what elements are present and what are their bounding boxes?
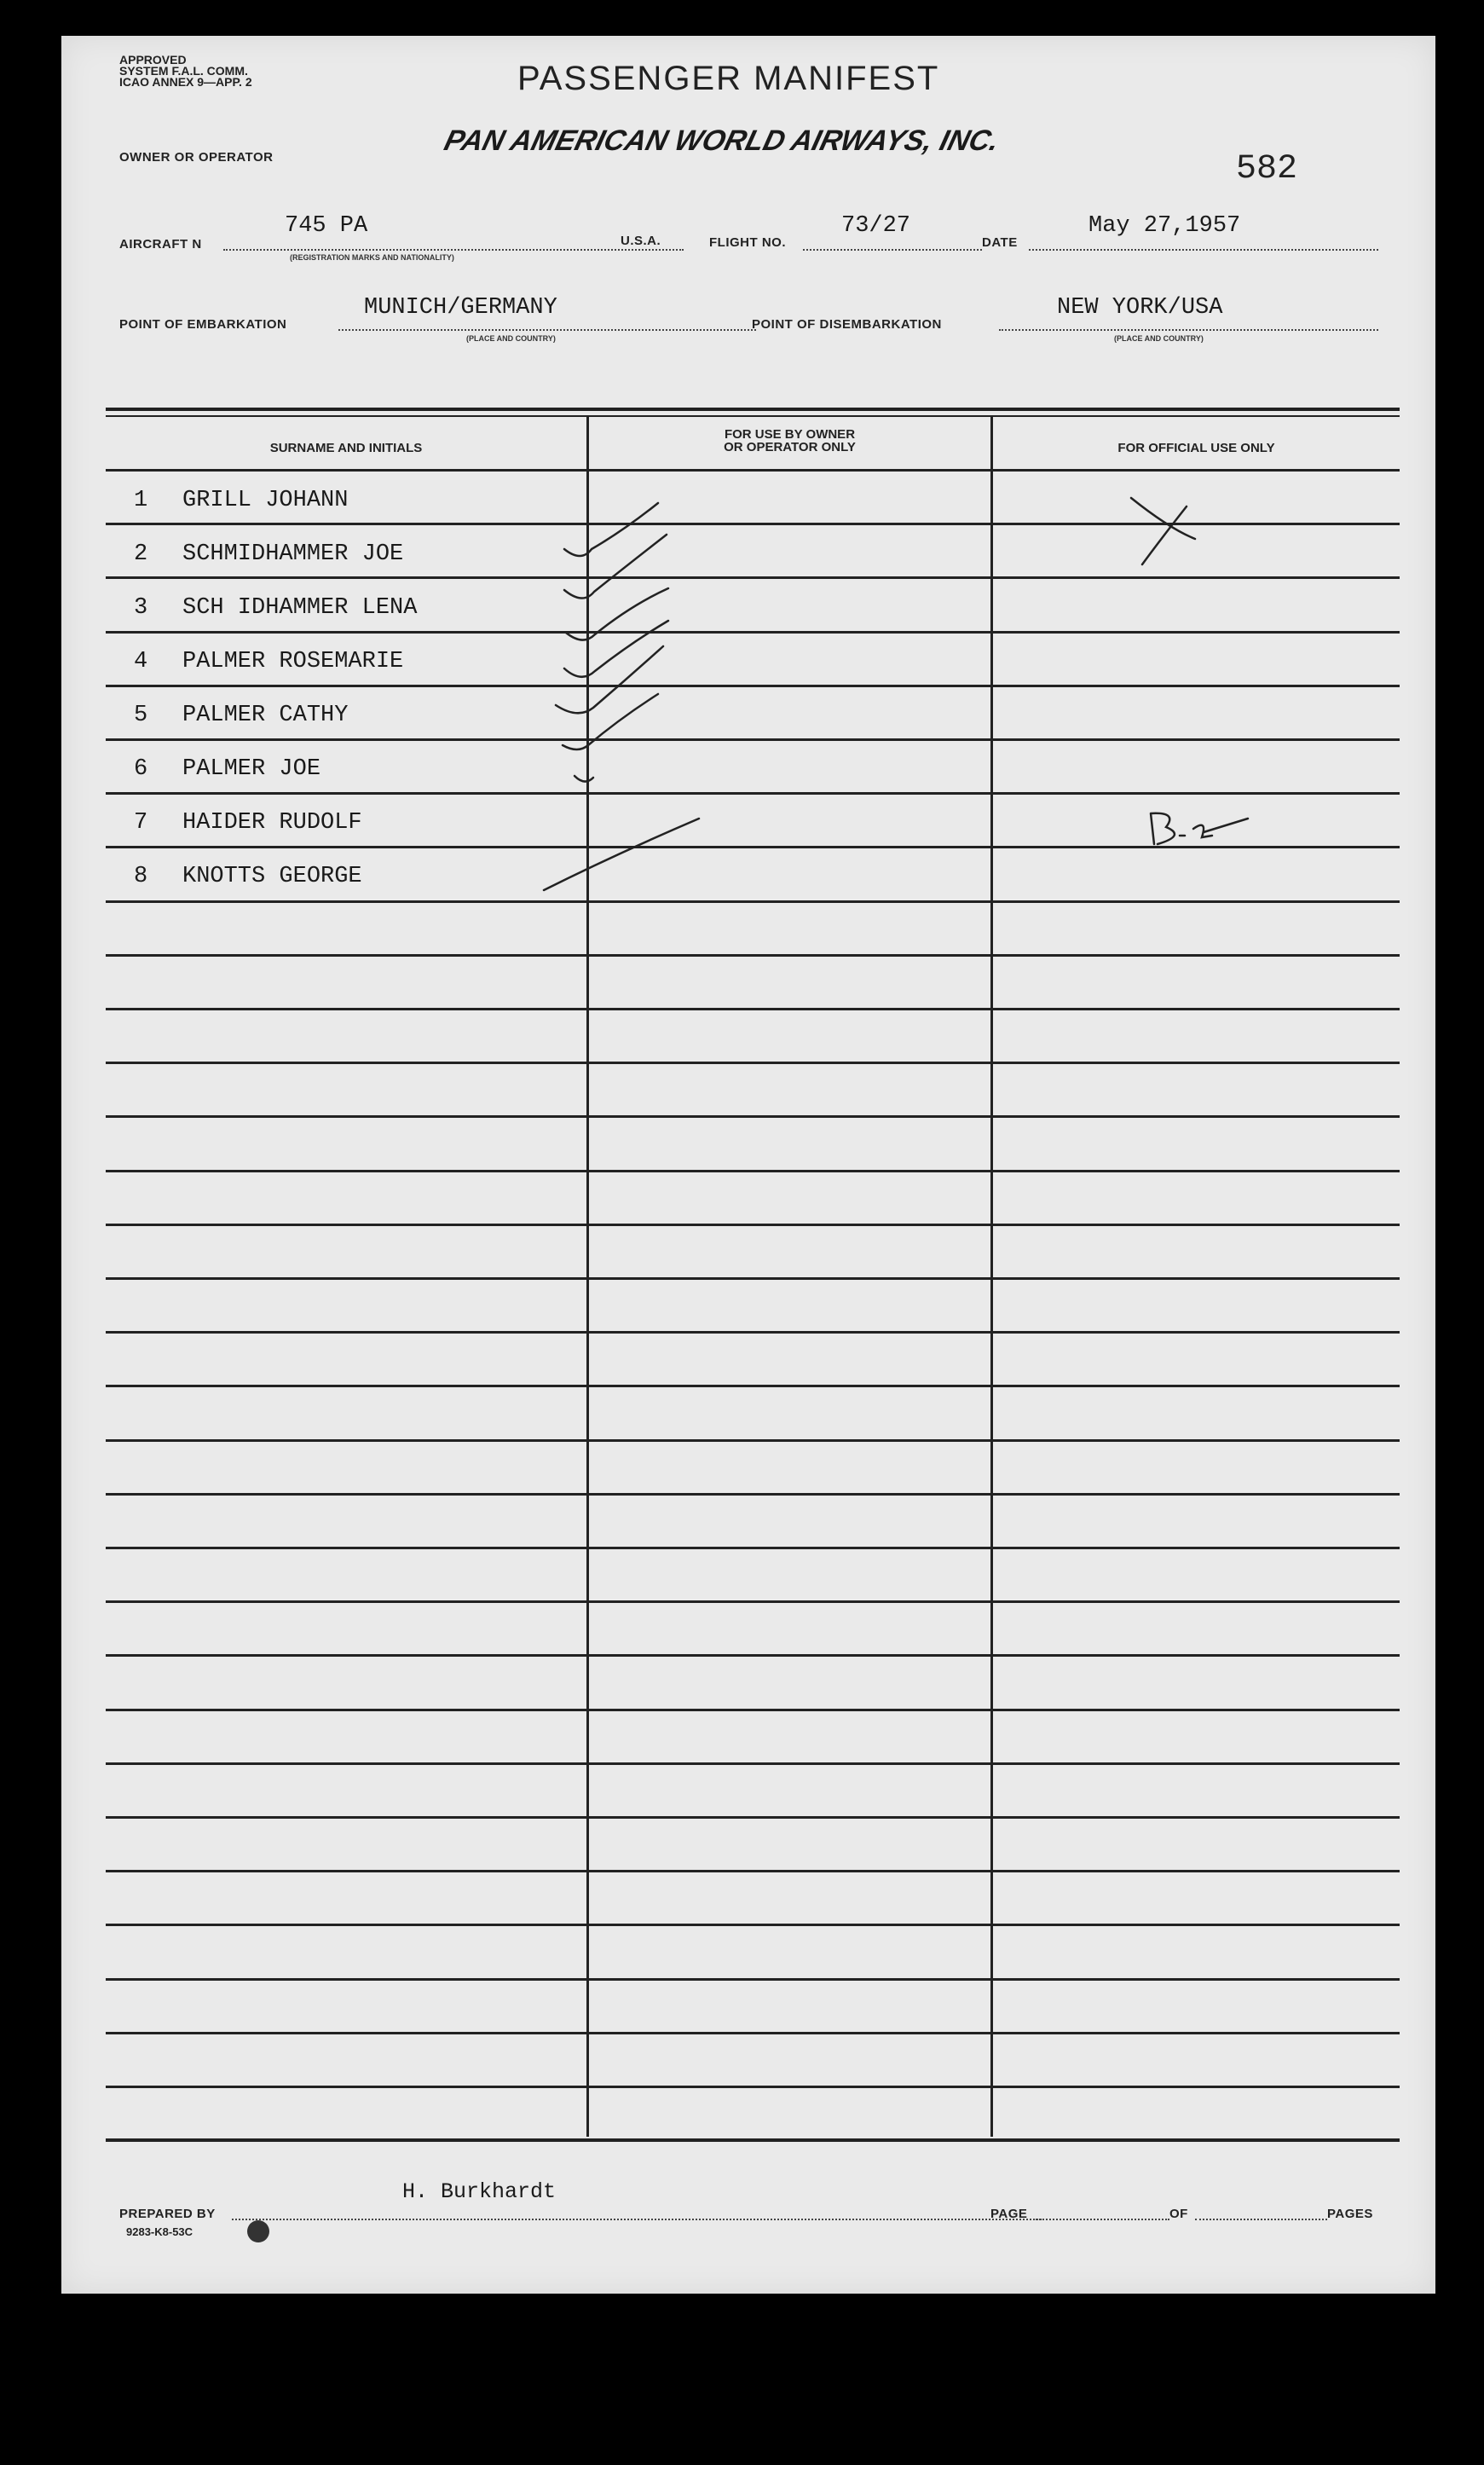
row-number: 3	[134, 595, 148, 621]
prepared-value: H. Burkhardt	[402, 2179, 557, 2204]
flight-label: FLIGHT NO.	[709, 235, 786, 250]
checkmark-icon	[564, 503, 658, 556]
embark-label: POINT OF EMBARKATION	[119, 317, 287, 332]
column-header-owner-line: FOR USE BY OWNER	[724, 427, 856, 442]
passenger-name: SCH IDHAMMER LENA	[182, 595, 418, 621]
column-header-surname: SURNAME AND INITIALS	[269, 441, 423, 455]
x-mark-icon	[1131, 498, 1195, 564]
prepared-label: PREPARED BY	[119, 2207, 216, 2221]
column-header-owner-line: OR OPERATOR ONLY	[724, 440, 856, 454]
page-number-stamp: 582	[1236, 150, 1298, 188]
checkmark-icon	[575, 776, 593, 782]
date-label: DATE	[982, 235, 1018, 250]
checkmark-icon	[556, 646, 663, 713]
handwritten-marks	[61, 36, 1435, 2294]
date-value: May 27,1957	[1088, 213, 1241, 239]
approval-line: APPROVED	[119, 53, 187, 67]
form-code: 9283-K8-53C	[126, 2225, 193, 2238]
checkmark-icon	[544, 819, 699, 890]
passenger-name: GRILL JOHANN	[182, 488, 349, 513]
passenger-name: HAIDER RUDOLF	[182, 810, 362, 836]
checkmark-icon	[566, 588, 668, 640]
owner-label: OWNER OR OPERATOR	[119, 150, 274, 165]
of-label: OF	[1169, 2207, 1188, 2221]
disembark-sublabel: (PLACE AND COUNTRY)	[1114, 334, 1204, 343]
embark-sublabel: (PLACE AND COUNTRY)	[466, 334, 556, 343]
checkmark-icon	[563, 694, 658, 749]
airline-name: PAN AMERICAN WORLD AIRWAYS, INC.	[441, 124, 1003, 157]
usa-label: U.S.A.	[621, 234, 661, 248]
passenger-name: PALMER CATHY	[182, 703, 349, 728]
row-number: 2	[134, 541, 148, 567]
row-number: 8	[134, 864, 148, 889]
flight-value: 73/27	[841, 213, 911, 239]
column-header-official: FOR OFFICIAL USE ONLY	[1117, 441, 1275, 455]
aircraft-label: AIRCRAFT N	[119, 237, 202, 252]
passenger-name: SCHMIDHAMMER JOE	[182, 541, 404, 567]
checkmark-icon	[564, 535, 667, 599]
row-number: 4	[134, 649, 148, 674]
row-number: 6	[134, 756, 148, 782]
manifest-sheet	[61, 36, 1435, 2294]
of-line	[1195, 2219, 1327, 2220]
approval-line: ICAO ANNEX 9—APP. 2	[119, 75, 252, 89]
passenger-name: KNOTTS GEORGE	[182, 864, 362, 889]
b2-handwritten-mark	[1151, 813, 1248, 844]
union-label-icon	[247, 2220, 269, 2242]
official-mark-label	[1135, 807, 1137, 808]
disembark-value: NEW YORK/USA	[1057, 295, 1223, 321]
row-number: 5	[134, 703, 148, 728]
prepared-line	[232, 2219, 1042, 2220]
aircraft-value: 745 PA	[285, 213, 368, 239]
approval-line: SYSTEM F.A.L. COMM.	[119, 64, 248, 78]
row-number: 7	[134, 810, 148, 836]
checkmark-icon	[564, 621, 668, 677]
table-bottom-rule	[106, 2138, 1400, 2142]
page-label: PAGE	[990, 2207, 1028, 2221]
page-line	[1033, 2219, 1169, 2220]
embark-value: MUNICH/GERMANY	[364, 295, 557, 321]
pages-label: PAGES	[1327, 2207, 1373, 2221]
passenger-name: PALMER ROSEMARIE	[182, 649, 404, 674]
passenger-name: PALMER JOE	[182, 756, 321, 782]
row-number: 1	[134, 488, 148, 513]
page-title: PASSENGER MANIFEST	[517, 60, 940, 97]
registration-sublabel: (REGISTRATION MARKS AND NATIONALITY)	[290, 253, 454, 262]
disembark-label: POINT OF DISEMBARKATION	[752, 317, 942, 332]
